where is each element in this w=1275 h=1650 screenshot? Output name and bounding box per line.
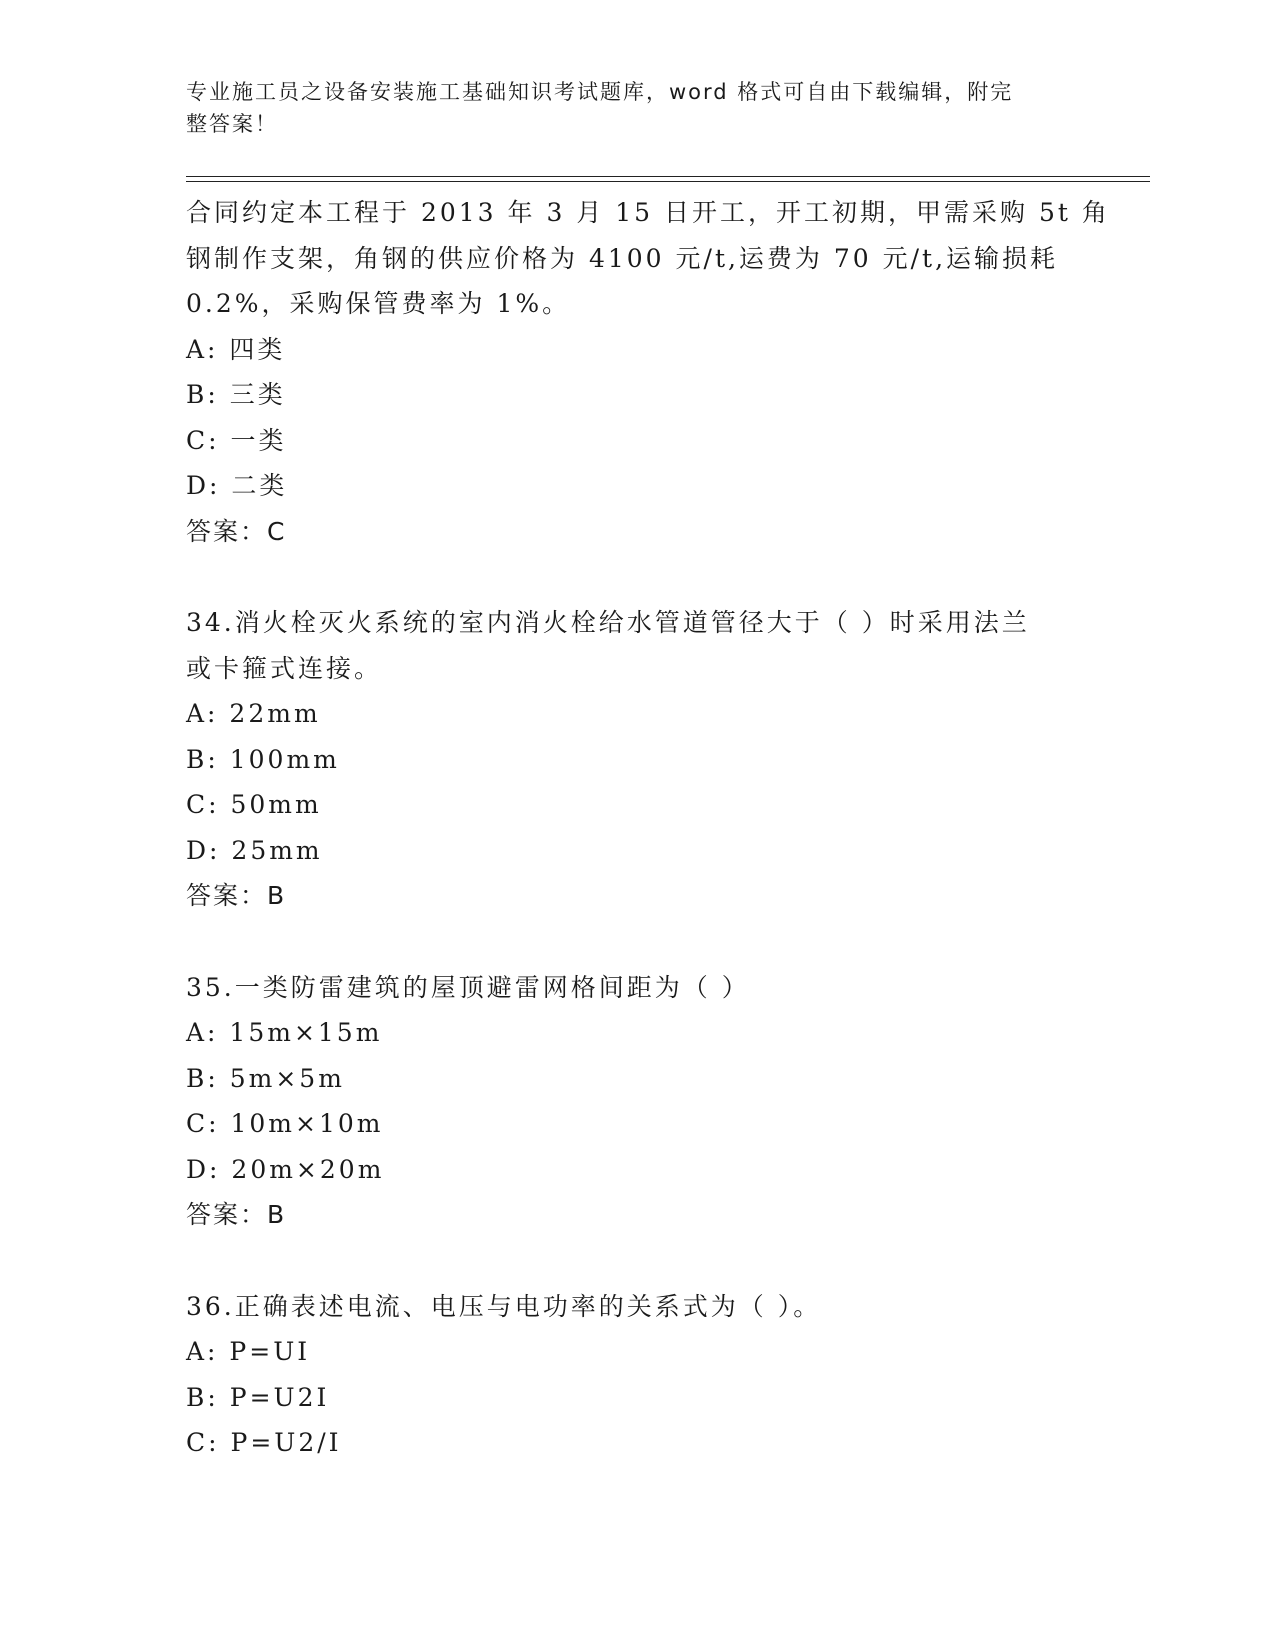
option-d: D: 20m×20m xyxy=(186,1154,385,1184)
spacer xyxy=(186,1238,1086,1284)
answer-line: 答案：B xyxy=(186,881,287,910)
option-c: C: P=U2/I xyxy=(186,1428,342,1457)
spacer xyxy=(186,554,1086,600)
question-content xyxy=(186,190,1110,1466)
header-rule-bottom xyxy=(186,181,1150,182)
option-b: B: 三类 xyxy=(186,380,286,409)
option-b: B: 100mm xyxy=(186,744,340,774)
question-33 xyxy=(186,190,1110,554)
option-c: C: 50mm xyxy=(186,790,322,819)
spacer xyxy=(186,919,1086,965)
answer-line: 答案：B xyxy=(186,1200,287,1229)
question-stem-line: 0.2%，采购保管费率为 1%。 xyxy=(186,289,571,318)
option-a: A: 22mm xyxy=(186,699,321,728)
question-stem-line: 钢制作支架，角钢的供应价格为 4100 元/t,运费为 70 元/t,运输损耗 xyxy=(186,243,1059,273)
option-b: B: 5m×5m xyxy=(186,1063,345,1093)
question-35 xyxy=(186,965,1086,1238)
option-a: A: P=UI xyxy=(186,1337,311,1366)
option-a: A: 四类 xyxy=(186,334,286,364)
option-a: A: 15m×15m xyxy=(186,1018,383,1047)
question-stem-line: 合同约定本工程于 2013 年 3 月 15 日开工，开工初期，甲需采购 5t 角 xyxy=(186,198,1110,227)
option-d: D: 二类 xyxy=(186,471,288,500)
answer-line: 答案：C xyxy=(186,516,287,546)
question-stem-line: 35.一类防雷建筑的屋顶避雷网格间距为（ ） xyxy=(186,972,750,1002)
question-36 xyxy=(186,1284,1086,1466)
question-stem-line: 或卡箍式连接。 xyxy=(186,653,383,683)
question-stem-line: 36.正确表述电流、电压与电功率的关系式为（ ）。 xyxy=(186,1291,822,1321)
option-c: C: 一类 xyxy=(186,425,287,455)
header-rule-top xyxy=(186,176,1150,177)
option-b: B: P=U2I xyxy=(186,1382,330,1412)
header-title-line-2: 整答案！ xyxy=(186,112,278,136)
question-34 xyxy=(186,600,1086,919)
option-d: D: 25mm xyxy=(186,835,323,865)
header-title-line-1: 专业施工员之设备安装施工基础知识考试题库，word 格式可自由下载编辑，附完 xyxy=(186,80,1014,104)
question-stem-line: 34.消火栓灭火系统的室内消火栓给水管道管径大于（ ）时采用法兰 xyxy=(186,608,1030,637)
document-header xyxy=(186,76,1066,140)
option-c: C: 10m×10m xyxy=(186,1109,384,1138)
